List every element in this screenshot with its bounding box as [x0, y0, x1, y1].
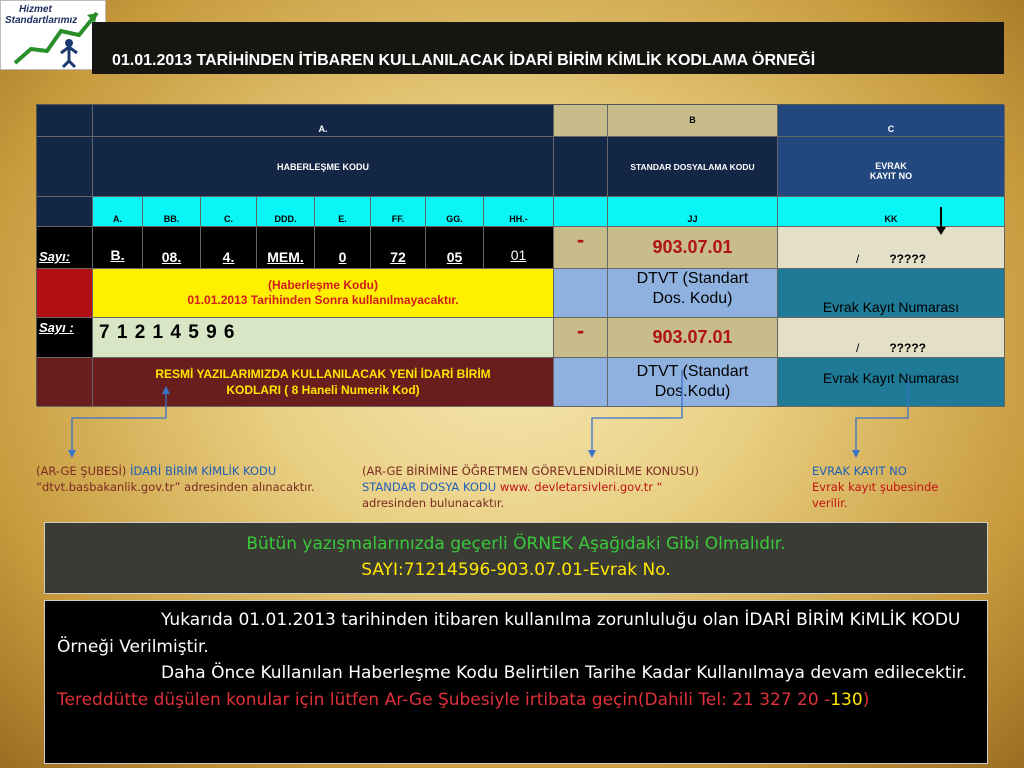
- ann-left-b: İDARİ BİRİM KİMLİK KODU: [130, 464, 277, 478]
- info-phone-ext: 130: [830, 689, 863, 710]
- standard-code: 903.07.01: [608, 227, 778, 269]
- haberlesme-note-1: (Haberleşme Kodu): [267, 278, 379, 292]
- logo-line1: Hizmet: [19, 4, 52, 15]
- info-p3-end: ): [862, 689, 870, 710]
- subheader-a: A.: [93, 197, 143, 227]
- subheader-c: C.: [201, 197, 257, 227]
- value-ddd: MEM.: [257, 227, 315, 269]
- subheader-ddd: DDD.: [257, 197, 315, 227]
- ann-mid-c: www. devletarsivleri.gov.tr “: [499, 480, 663, 494]
- subheader-kk: KK: [778, 197, 1005, 227]
- header-b: B: [608, 105, 778, 137]
- page-title: 01.01.2013 TARİHİNDEN İTİBAREN KULLANILACAK İDARİ BİRİM KİMLİK KODLAMA ÖRNEĞİ: [112, 52, 816, 69]
- slash: /: [856, 252, 860, 266]
- ann-left-a: (AR-GE ŞUBESİ): [36, 464, 127, 478]
- standard-code-2: 903.07.01: [608, 318, 778, 358]
- example-banner: [44, 522, 988, 594]
- ann-left-c: “dtvt.basbakanlik.gov.tr” adresinden alınacaktır.: [36, 480, 315, 494]
- ann-right-a: EVRAK KAYIT NO: [812, 464, 907, 478]
- connector-middle: [592, 370, 682, 452]
- question-marks-2: ?????: [889, 341, 926, 355]
- info-p2-text: Daha Önce Kullanılan Haberleşme Kodu Belirtilen Tarihe Kadar Kullanılmaya devam edilecektir.: [161, 663, 968, 683]
- connector-right: [856, 380, 908, 452]
- annotation-middle: [362, 463, 792, 511]
- value-e: 0: [315, 227, 371, 269]
- ann-mid-d: adresinden bulunacaktır.: [362, 496, 505, 510]
- info-box: [44, 600, 988, 764]
- connector-left: [72, 392, 166, 452]
- ann-right-b: Evrak kayıt şubesinde verilir.: [812, 480, 939, 510]
- value-hh: 01: [484, 227, 554, 269]
- ann-mid-a: (AR-GE BİRİMİNE ÖĞRETMEN GÖREVLENDİRİLME KONUSU): [362, 464, 699, 478]
- header-a: A.: [93, 105, 554, 137]
- subheader-hh: HH.-: [484, 197, 554, 227]
- info-p3-text: Tereddütte düşülen konular için lütfen Ar-Ge Şubesiyle irtibata geçin(Dahili Tel: 21 327 20 -: [57, 689, 831, 710]
- value-ff: 72: [371, 227, 426, 269]
- info-p1: Yukarıda 01.01.2013 tarihinden itibaren kullanılma zorunluluğu olan İDARİ BİRİM KiMLİK KODU Örneği Verilmiştir.: [57, 610, 961, 657]
- value-gg: 05: [426, 227, 484, 269]
- evrak-kayit-label: Evrak Kayıt Numarası: [778, 269, 1005, 318]
- value-bb: 08.: [143, 227, 201, 269]
- subheader-e: E.: [315, 197, 371, 227]
- haberlesme-note-2: 01.01.2013 Tarihinden Sonra kullanılmayacaktır.: [187, 293, 459, 307]
- standar-dosyalama-header: STANDAR DOSYALAMA KODU: [608, 137, 778, 197]
- question-marks: ?????: [889, 252, 926, 266]
- banner1-line2: SAYI:71214596-903.07.01-Evrak No.: [361, 560, 671, 580]
- header-c: C: [778, 105, 1005, 137]
- new-code-note: RESMİ YAZILARIMIZDA KULLANILACAK YENİ İDARİ BİRİM KODLARI ( 8 Haneli Numerik Kod): [93, 358, 554, 407]
- sayi-label: Sayı:: [37, 227, 93, 269]
- dtvt-label-2: DTVT (Standart Dos.Kodu): [608, 358, 778, 407]
- info-p2: [57, 660, 977, 713]
- sayi-label-2: Sayı :: [37, 318, 93, 358]
- subheader-ff: FF.: [371, 197, 426, 227]
- annotation-left: [36, 463, 336, 495]
- evrak-line2: KAYIT NO: [869, 170, 913, 181]
- annotation-right: [812, 463, 942, 511]
- value-a: B.: [93, 227, 143, 269]
- new-code-number: 7 1 2 1 4 5 9 6: [93, 318, 554, 358]
- haberlesme-kodu-header: HABERLEŞME KODU: [93, 137, 554, 197]
- subheader-gg: GG.: [426, 197, 484, 227]
- value-c: 4.: [201, 227, 257, 269]
- evrak-kayit-label-2: Evrak Kayıt Numarası: [778, 358, 1005, 407]
- evrak-line1: EVRAK: [875, 160, 907, 171]
- subheader-bb: BB.: [143, 197, 201, 227]
- logo-line2: Standartlarımız: [5, 15, 78, 26]
- ann-mid-b: STANDAR DOSYA KODU: [362, 480, 497, 494]
- slash-2: /: [856, 341, 860, 355]
- subheader-jj: JJ: [608, 197, 778, 227]
- dash-2: -: [554, 318, 608, 358]
- banner1-line1: Bütün yazışmalarınızda geçerli ÖRNEK Aşağıdaki Gibi Olmalıdır.: [246, 534, 786, 554]
- dtvt-label: DTVT (Standart Dos. Kodu): [608, 269, 778, 318]
- dash: -: [554, 227, 608, 269]
